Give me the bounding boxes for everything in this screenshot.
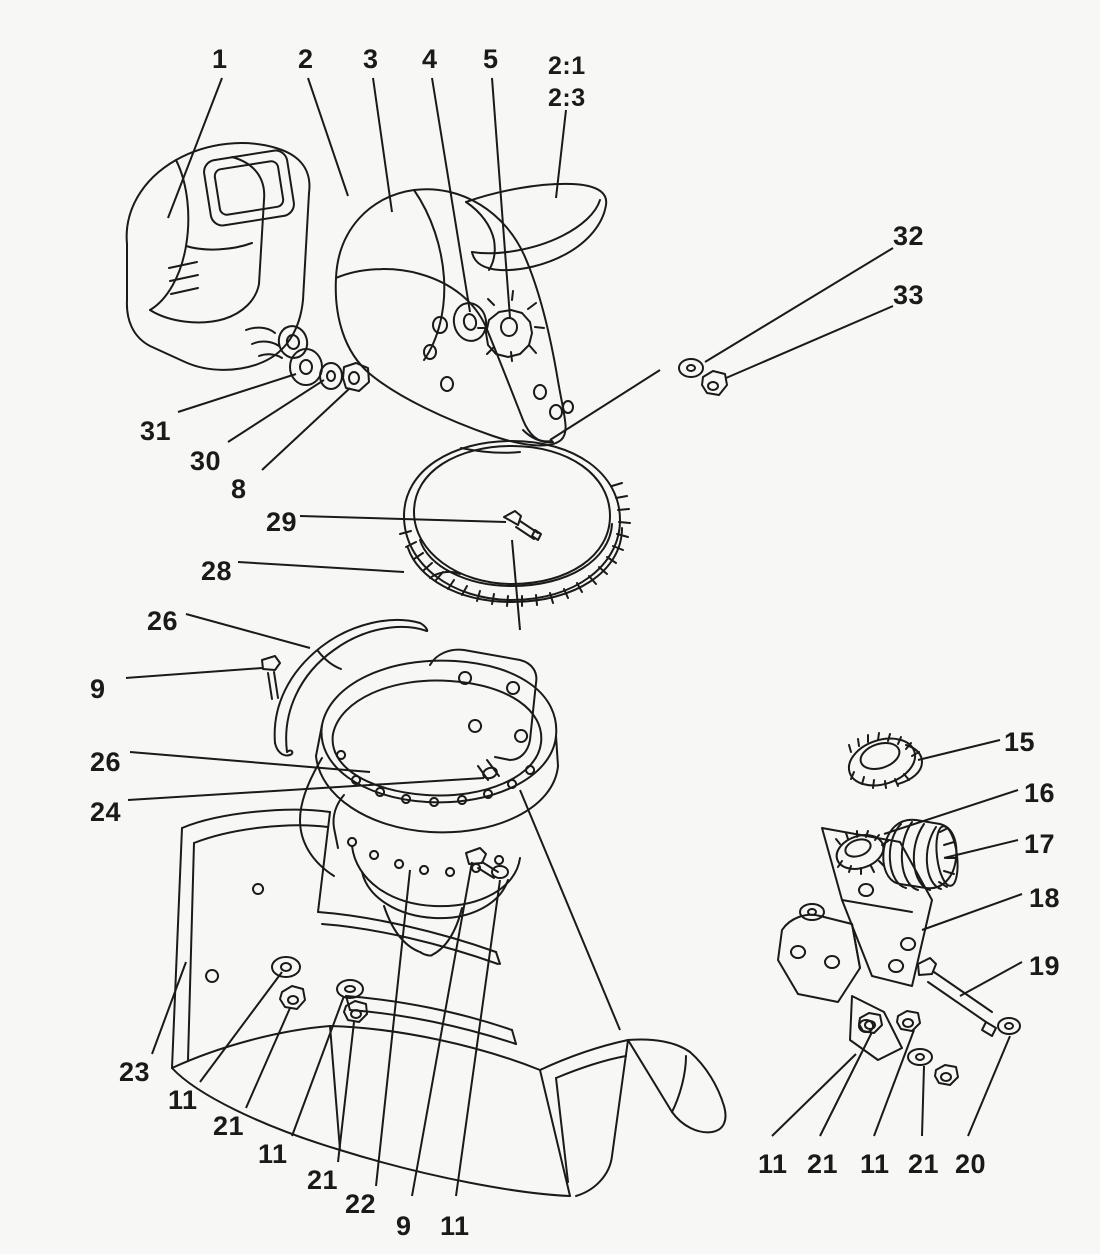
callout-11-d: 11 <box>758 1149 788 1179</box>
callout-19: 19 <box>1029 951 1061 981</box>
callout-4: 4 <box>422 44 438 74</box>
part-5-pinion-gear <box>478 291 544 361</box>
callout-2: 2 <box>298 44 314 74</box>
part-19-shaft-bolt <box>918 958 996 1036</box>
callout-21-c: 21 <box>807 1149 839 1179</box>
callout-22: 22 <box>345 1189 377 1219</box>
callout-2-3: 2:3 <box>548 84 586 112</box>
part-16-small-gear <box>832 829 888 874</box>
parts-32-33-hardware-right <box>679 359 727 395</box>
parts-hardware-bottom-right <box>859 1011 1020 1085</box>
callout-11-b: 11 <box>258 1139 288 1169</box>
callout-20: 20 <box>955 1149 987 1179</box>
callout-9-bottom: 9 <box>396 1211 412 1241</box>
callout-26-upper: 26 <box>147 606 179 636</box>
part-26-handle-bar <box>275 620 428 755</box>
part-2-1-deflector-blade <box>466 184 606 270</box>
callout-26-lower: 26 <box>90 747 122 777</box>
callout-23: 23 <box>119 1057 151 1087</box>
callout-16: 16 <box>1024 778 1056 808</box>
parts-11-21-hardware-left <box>272 957 367 1022</box>
callout-2-1: 2:1 <box>548 52 586 80</box>
part-1-chute-cap <box>127 143 311 370</box>
part-18-bracket-plate <box>778 828 932 1060</box>
callout-3: 3 <box>363 44 379 74</box>
callout-29: 29 <box>266 507 298 537</box>
callout-21-a: 21 <box>213 1111 245 1141</box>
callout-21-d: 21 <box>908 1149 940 1179</box>
callout-30: 30 <box>190 446 222 476</box>
callout-31: 31 <box>140 416 172 446</box>
callout-21-b: 21 <box>307 1165 339 1195</box>
callout-5: 5 <box>483 44 499 74</box>
part-29-screw <box>504 511 541 540</box>
part-24-chute-base-ring <box>300 650 558 876</box>
callout-9-left: 9 <box>90 674 106 704</box>
callout-1: 1 <box>212 44 228 74</box>
callout-11-c: 11 <box>440 1211 470 1241</box>
callout-11-a: 11 <box>168 1085 198 1115</box>
callout-11-e: 11 <box>860 1149 890 1179</box>
callout-33: 33 <box>893 280 925 310</box>
part-15-drive-gear <box>843 731 922 794</box>
callout-32: 32 <box>893 221 925 251</box>
callout-24: 24 <box>90 797 122 827</box>
callout-28: 28 <box>201 556 233 586</box>
callout-8: 8 <box>231 474 247 504</box>
callout-18: 18 <box>1029 883 1061 913</box>
callout-17: 17 <box>1024 829 1056 859</box>
part-9-bolt-left <box>262 656 280 699</box>
callout-15: 15 <box>1004 727 1036 757</box>
